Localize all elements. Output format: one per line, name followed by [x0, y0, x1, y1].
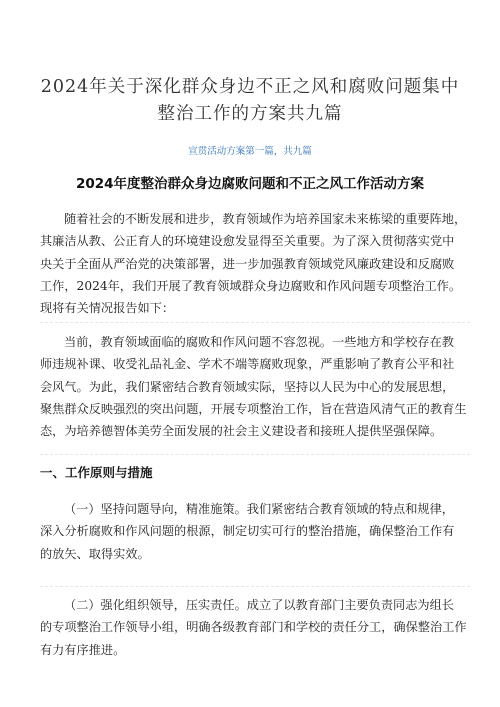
paragraph-divider	[40, 454, 470, 455]
main-title-line-2: 整治工作的方案共九篇	[157, 104, 343, 124]
paragraph-intro	[40, 208, 470, 319]
text-line: 会风气。为此，我们紧密结合教育领域实际，坚持以人民为中心的发展思想，	[40, 379, 455, 394]
text-line: 其廉洁从教、公正育人的环境建设愈发显得至关重要。为了深入贯彻落实党中	[40, 234, 455, 249]
text-line: 现将有关情况报告如下：	[40, 301, 175, 316]
text-line: （一）坚持问题导向，精准施策。我们紧密结合教育领域的特点和规律，	[64, 502, 454, 516]
text-line: 当前，教育领域面临的腐败和作风问题不容忽视。一些地方和学校存在教	[64, 335, 454, 349]
main-title-line-1: 2024年关于深化群众身边不正之风和腐败问题集中	[40, 77, 460, 97]
text-line: 聚焦群众反映强烈的突出问题，开展专项整治工作，旨在营造风清气正的教育生	[40, 401, 467, 416]
text-line: 的专项整治工作领导小组，明确各级教育部门和学校的责任分工，确保整治工作	[40, 620, 467, 635]
text-line: 深入分析腐败和作风问题的根源，制定切实可行的整治措施，确保整治工作有	[40, 524, 455, 539]
text-line: 随着社会的不断发展和进步，教育领域作为培养国家未来栋梁的重要阵地，	[64, 212, 467, 226]
text-line: （二）强化组织领导，压实责任。成立了以教育部门主要负责同志为组长	[64, 598, 454, 612]
text-line: 师违规补课、收受礼品礼金、学术不端等腐败现象，严重影响了教育公平和社	[40, 357, 455, 372]
text-line: 态，为培养德智体美劳全面发展的社会主义建设者和接班人提供坚强保障。	[40, 424, 443, 439]
measure-paragraph-2	[40, 594, 470, 661]
text-line: 工作，2024年，我们开展了教育领域群众身边腐败和作风问题专项整治工作。	[40, 278, 462, 293]
measure-paragraph-1	[40, 498, 470, 565]
section-heading: 一、工作原则与措施	[40, 465, 153, 480]
text-line: 央关于全面从严治党的决策部署，进一步加强教育领域党风廉政建设和反腐败	[40, 256, 455, 271]
document-heading: 2024年度整治群众身边腐败问题和不正之风工作活动方案	[75, 176, 425, 192]
text-line: 有力有序推进。	[40, 642, 126, 657]
paragraph-divider	[40, 586, 470, 587]
paragraph-divider	[40, 322, 470, 323]
paragraph-background	[40, 331, 470, 442]
text-line: 的放矢、取得实效。	[40, 546, 150, 561]
subtitle: 宣贯活动方案第一篇，共九篇	[188, 146, 312, 157]
